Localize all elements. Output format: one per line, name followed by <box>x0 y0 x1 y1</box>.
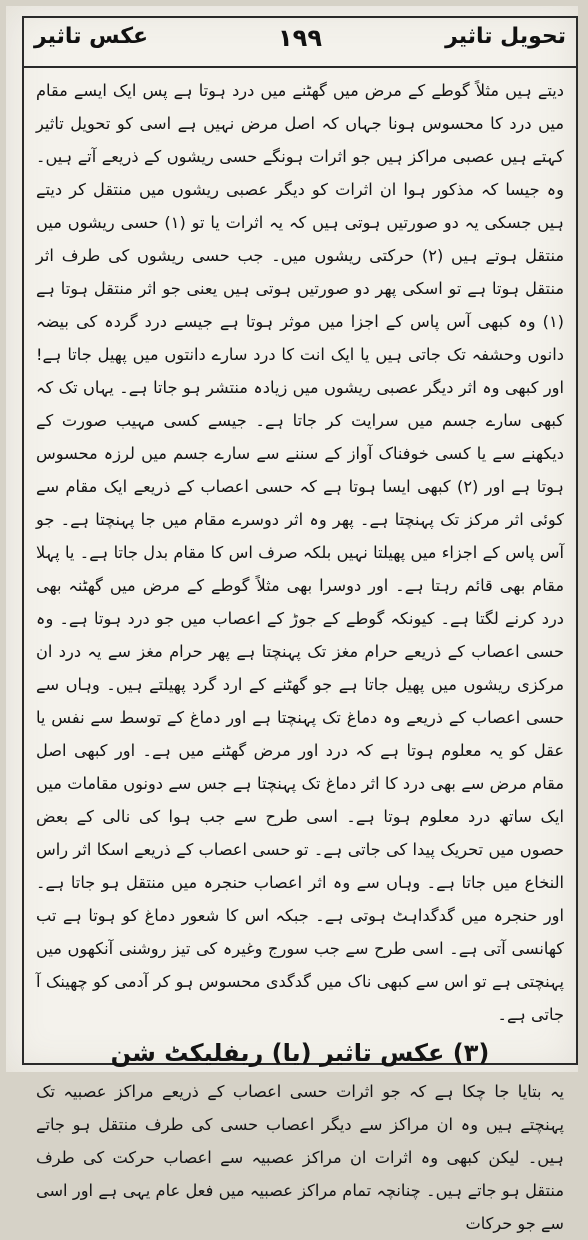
book-page <box>6 6 578 1233</box>
page-number: ۱۹۹ <box>278 24 322 52</box>
running-title-right: تحویل تاثیر <box>445 24 566 49</box>
page-header <box>24 18 576 68</box>
running-title-left: عکس تاثیر <box>34 24 149 49</box>
body-paragraph: یہ بتایا جا چکا ہے کہ جو اثرات حسی اعصاب کے ذریعے مراکز عصبیہ تک پہنچتے ہیں وہ ان مراکز سے دیگر اعصاب حسی کی طرف منتقل ہو جاتے ہیں۔ لیکن کبھی وہ اثرات ان مراکز عصبیہ سے اعصاب حرکت کی طرف منتقل ہو جاتے ہیں۔ چنانچہ تمام مراکز عصبیہ میں فعل عام یہی ہے اور اسی سے جو حرکات <box>36 1082 564 1233</box>
section-heading: (۳) عکس تاثیر (یا) ریفلیکٹ شن <box>110 1039 490 1067</box>
page-border <box>22 16 578 1233</box>
page-body <box>36 74 564 1240</box>
body-paragraph: دیتے ہیں مثلاً گوطے کے مرض میں گھٹنے میں درد ہوتا ہے پس ایک ایسے مقام میں درد کا محسوس ہونا جہاں کہ اصل مرض نہیں ہے اسی کو تحویل تاثیر کہتے ہیں عصبی مراکز ہیں جو اثرات ہونگے حسی ریشوں کے ذریعے آتے ہیں۔ وہ جیسا کہ مذکور ہوا ان اثرات کو دیگر عصبی ریشوں میں منتقل کر دیتے ہیں جسکی یہ دو صورتیں ہوتی ہیں کہ یہ اثرات یا تو (۱) حسی ریشوں میں منتقل ہوتے ہیں (۲) حرکتی ریشوں میں۔ جب حسی ریشوں کی طرف اثر منتقل ہوتا ہے تو اسکی پھر دو صورتیں ہوتی ہیں یعنی جو اثر منتقل ہوتا ہے (۱) وہ کبھی آس پاس کے اجزا میں موثر ہوتا ہے جیسے درد گردہ کی بیضہ دانوں وحشفہ تک جاتی ہیں یا ایک انت کا درد سارے دانتوں میں پھیل جاتا ہے! اور کبھی وہ اثر دیگر عصبی ریشوں میں زیادہ منتشر ہو جاتا ہے۔ یہاں تک کہ کبھی سارے جسم میں سرایت کر جاتا ہے۔ جیسے کسی مہیب صورت کے دیکھنے سے یا کسی خوفناک آواز کے سننے سے سارے جسم میں لرزہ محسوس ہوتا ہے اور (۲) کبھی ایسا ہوتا ہے کہ حسی اعصاب کے ذریعے ایک مقام سے کوئی اثر مرکز تک پہنچتا ہے۔ پھر وہ اثر دوسرے مقام میں جا پہنچتا ہے۔ جو آس پاس کے اجزاء میں پھیلتا نہیں بلکہ صرف اس کا مقام بدل جاتا ہے۔ یا پہلا مقام بھی قائم رہتا ہے۔ اور دوسرا بھی مثلاً گوطے کے مرض میں گھٹنہ بھی درد کرنے لگتا ہے۔ کیونکہ گوطے کے جوڑ کے اعصاب میں جو درد ہوتا ہے۔ وہ حسی اعصاب کے ذریعے حرام مغز تک پہنچتا ہے پھر حرام مغز سے یہ درد ان مرکزی ریشوں میں پھیل جاتا ہے جو گھٹنے کے ارد گرد پھیلتے ہیں۔ وہاں سے حسی اعصاب کے ذریعے وہ دماغ تک پہنچتا ہے اور دماغ کے توسط سے نفس یا عقل کو یہ معلوم ہوتا ہے کہ درد اور مرض گھٹنے میں ہے۔ اور کبھی اصل مقام مرض سے بھی درد کا اثر دماغ تک پہنچتا ہے جس سے دونوں مقامات میں ایک ساتھ درد معلوم ہوتا ہے۔ اسی طرح سے جب ہوا کی نالی کے بعض حصوں میں تحریک پیدا کی جاتی ہے۔ تو حسی اعصاب کے ذریعے اسکا اثر راس النخاع میں جاتا ہے۔ وہاں سے وہ اثر اعصاب حنجرہ میں منتقل ہو جاتا ہے۔ اور حنجرہ میں گدگداہٹ ہوتی ہے۔ جبکہ اس کا شعور دماغ کو ہوتا ہے تب کھانسی آتی ہے۔ اسی طرح سے جب سورج وغیرہ کی تیز روشنی آنکھوں میں پہنچتی ہے تو اس سے کبھی ناک میں گدگدی محسوس ہو کر آدمی کو چھینک آ جاتی ہے۔ <box>36 81 565 1024</box>
